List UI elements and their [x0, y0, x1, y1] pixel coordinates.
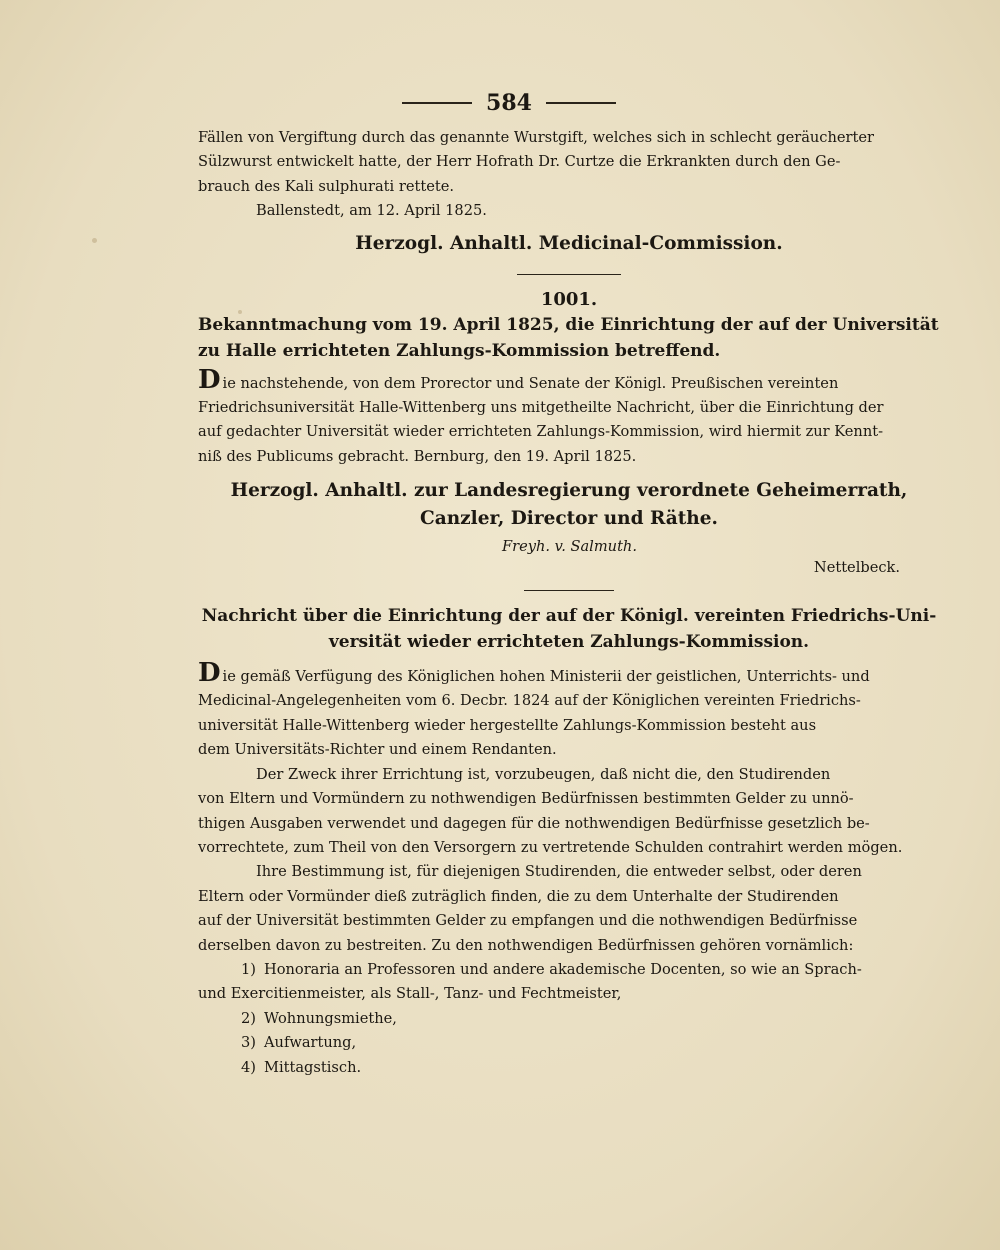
page-header — [78, 90, 940, 116]
para-line: auf der Universität bestimmten Gelder zu empfangen und die nothwendigen Bedürfnisse — [198, 912, 858, 930]
subject-line: zu Halle errichteten Zahlungs-Kommission betreffend. — [198, 340, 721, 361]
signature-line: Canzler, Director und Räthe. — [420, 508, 718, 530]
subject-line: Bekanntmachung vom 19. April 1825, die Einrichtung der auf der Universität — [198, 314, 939, 335]
header-rule-right — [546, 102, 616, 104]
body-line-text: ie nachstehende, von dem Prorector und Senate der Königl. Preußischen vereinten — [222, 374, 839, 392]
signature-line: Herzogl. Anhaltl. zur Landesregierung verordnete Geheimerrath, — [230, 480, 908, 502]
body-line: Friedrichsuniversität Halle-Wittenberg uns mitgetheilte Nachricht, über die Einrichtung der — [198, 399, 884, 417]
para-line — [198, 658, 940, 689]
list-number: 3) — [241, 1034, 256, 1052]
nachricht-section — [198, 603, 940, 1080]
list-item — [198, 1056, 940, 1080]
para-line: universität Halle-Wittenberg wieder hergestellte Zahlungs-Kommission besteht aus — [198, 716, 817, 734]
para-line: von Eltern und Vormündern zu nothwendigen Bedürfnissen bestimmten Gelder zu unnö- — [198, 790, 854, 808]
signer: Freyh. v. Salmuth. — [502, 538, 637, 556]
drop-cap: D — [198, 658, 221, 689]
list-line: Aufwartung, — [264, 1034, 357, 1052]
list-line: Wohnungsmiethe, — [264, 1009, 397, 1027]
list-number: 1) — [241, 960, 256, 978]
nachricht-title-line: versität wieder errichteten Zahlungs-Kommission. — [328, 632, 810, 653]
para-line: Medicinal-Angelegenheiten vom 6. Decbr. 1824 auf der Königlichen vereinten Friedrichs- — [198, 692, 861, 710]
text-line: Fällen von Vergiftung durch das genannte Wurstgift, welches sich in schlecht geräucherter — [198, 129, 874, 146]
paper-spot — [238, 310, 242, 314]
header-rule-left — [402, 102, 472, 104]
body-line: niß des Publicums gebracht. Bernburg, den 19. April 1825. — [198, 447, 637, 465]
paper-spot — [92, 238, 97, 243]
section-1001 — [198, 289, 940, 580]
text-line: brauch des Kali sulphurati rettete. — [198, 177, 454, 195]
separator-rule — [517, 274, 621, 275]
para-line: dem Universitäts-Richter und einem Rendanten. — [198, 741, 557, 759]
page-number: 584 — [486, 90, 532, 116]
separator-rule — [524, 590, 614, 591]
list-item — [198, 1031, 940, 1055]
list-line: Mittagstisch. — [264, 1058, 362, 1076]
list-item — [198, 958, 940, 982]
countersigner: Nettelbeck. — [813, 558, 900, 576]
drop-cap: D — [198, 364, 221, 395]
para-line: thigen Ausgaben verwendet und dagegen für die nothwendigen Bedürfnisse gesetzlich be- — [198, 814, 870, 832]
place-date: Ballenstedt, am 12. April 1825. — [256, 202, 487, 220]
list-line: und Exercitienmeister, als Stall-, Tanz- und Fechtmeister, — [198, 985, 622, 1003]
text-line: Sülzwurst entwickelt hatte, der Herr Hofrath Dr. Curtze die Erkrankten durch den Ge- — [198, 153, 841, 171]
para-line: Eltern oder Vormünder dieß zuträglich finden, die zu dem Unterhalte der Studirenden — [198, 887, 839, 905]
para-line: Ihre Bestimmung ist, für diejenigen Studirenden, die entweder selbst, oder deren — [256, 863, 862, 881]
para-line: derselben davon zu bestreiten. Zu den nothwendigen Bedürfnissen gehören vornämlich: — [198, 936, 854, 954]
body-line: auf gedachter Universität wieder errichteten Zahlungs-Kommission, wird hiermit zur Kennt- — [198, 423, 884, 441]
para-line-text: ie gemäß Verfügung des Königlichen hohen Ministerii der geistlichen, Unterrichts- und — [222, 668, 870, 686]
para-line: Der Zweck ihrer Errichtung ist, vorzubeugen, daß nicht die, den Studirenden — [256, 765, 831, 783]
nachricht-title-line: Nachricht über die Einrichtung der auf der Königl. vereinten Friedrichs-Uni- — [201, 606, 937, 627]
list-number: 2) — [241, 1009, 256, 1027]
section-number: 1001. — [540, 288, 598, 310]
list-item — [198, 1007, 940, 1031]
para-line: vorrechtete, zum Theil von den Versorgern zu vertretende Schulden contrahirt werden mögen. — [198, 838, 903, 856]
body-line — [198, 364, 940, 396]
signature-commission: Herzogl. Anhaltl. Medicinal-Commission. — [355, 232, 783, 254]
top-block — [198, 126, 940, 258]
list-line: Honoraria an Professoren und andere akademische Docenten, so wie an Sprach- — [264, 960, 862, 978]
list-number: 4) — [241, 1058, 256, 1076]
